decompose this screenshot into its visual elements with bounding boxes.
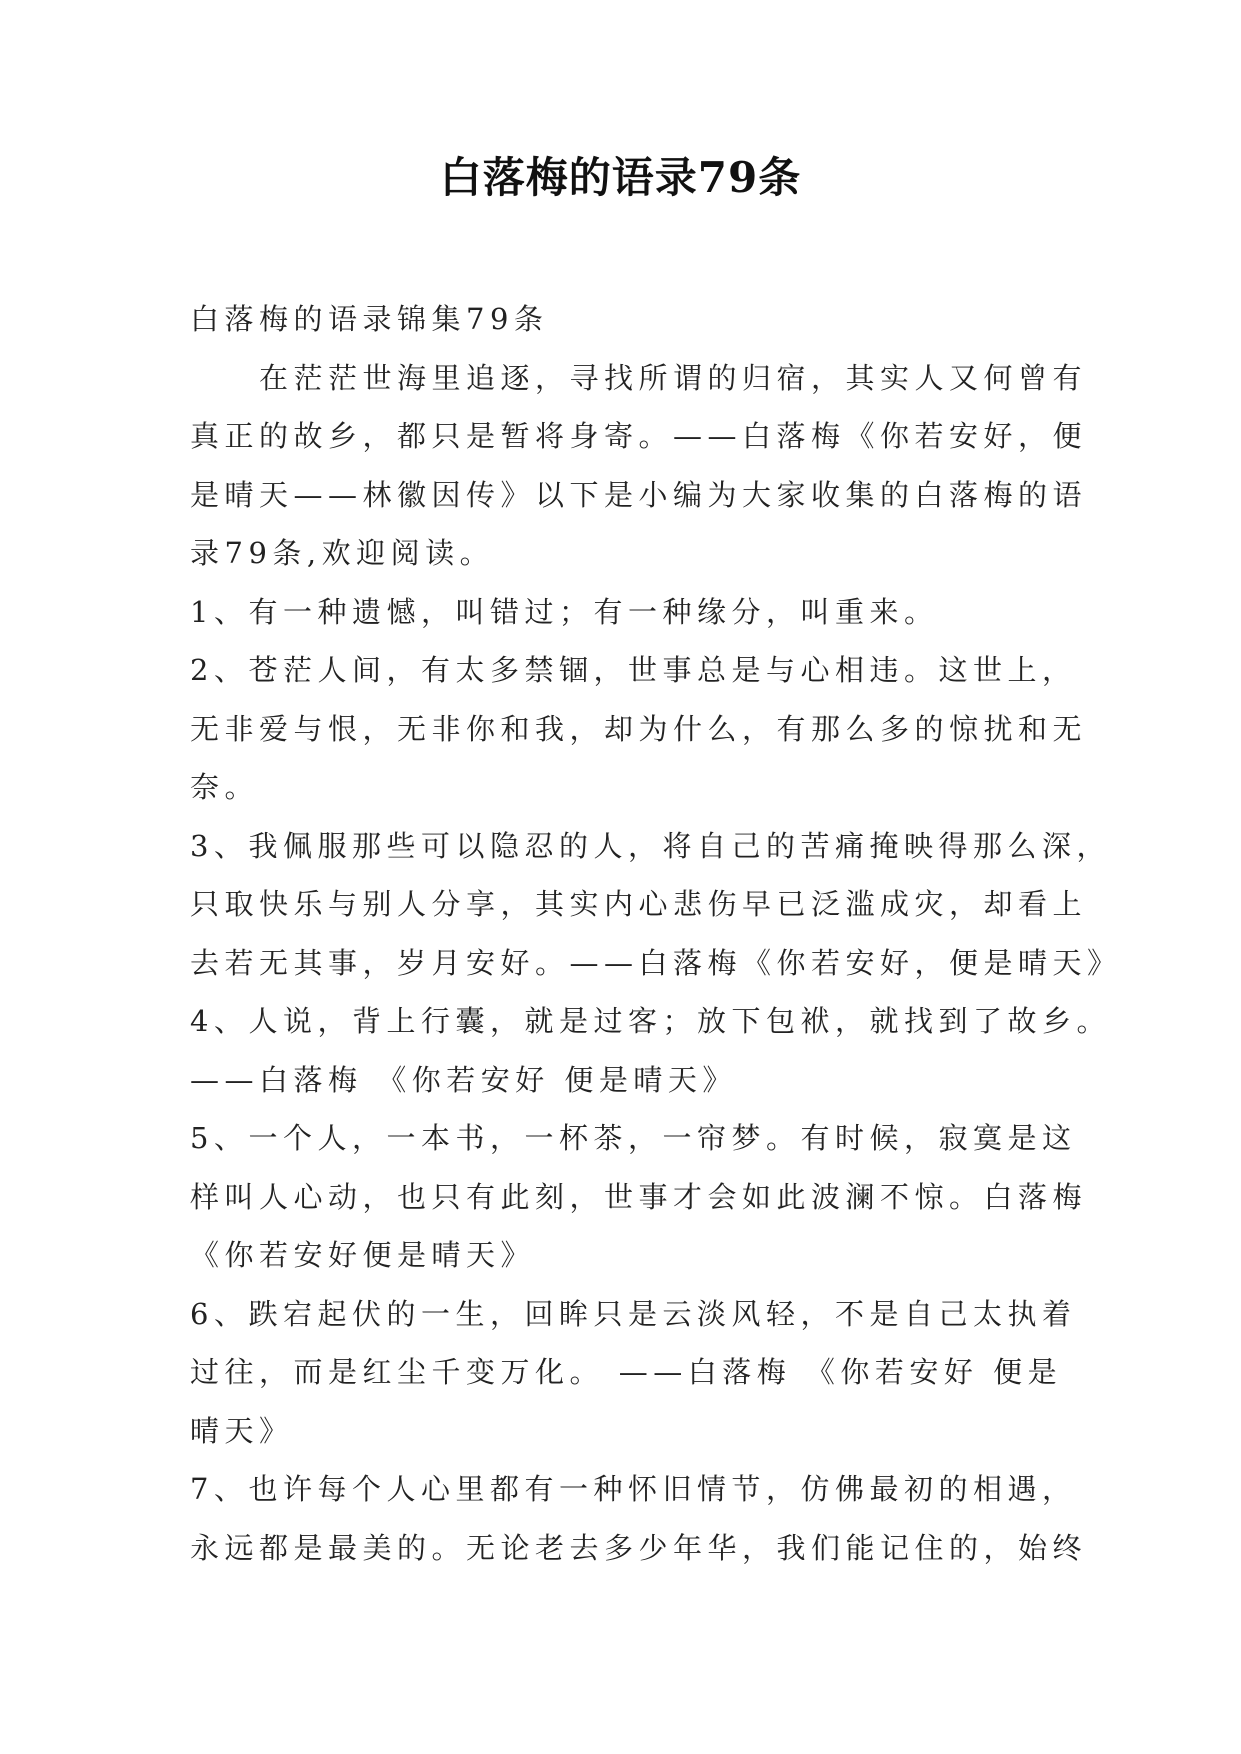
document-title: 白落梅的语录79条	[439, 153, 802, 202]
body-line: 7、也许每个人心里都有一种怀旧情节，仿佛最初的相遇，	[190, 1472, 1077, 1506]
body-line: 过往，而是红尘千变万化。 ——白落梅 《你若安好 便是	[190, 1355, 1063, 1389]
body-line: 录79条,欢迎阅读。	[190, 536, 495, 570]
body-line: 《你若安好便是晴天》	[190, 1238, 536, 1272]
body-line: 真正的故乡，都只是暂将身寄。——白落梅《你若安好，便	[190, 419, 1088, 453]
body-line: 只取快乐与别人分享，其实内心悲伤早已泛滥成灾，却看上	[190, 887, 1088, 921]
body-line: 晴天》	[190, 1413, 294, 1448]
body-line: 去若无其事，岁月安好。——白落梅《你若安好，便是晴天》	[190, 945, 1122, 980]
body-line: 无非爱与恨，无非你和我，却为什么，有那么多的惊扰和无	[190, 711, 1088, 746]
body-line: 在茫茫世海里追逐，寻找所谓的归宿，其实人又何曾有	[190, 360, 1088, 395]
body-line: ——白落梅 《你若安好 便是晴天》	[190, 1062, 737, 1097]
body-line: 1、有一种遗憾，叫错过；有一种缘分，叫重来。	[190, 594, 939, 629]
body-line: 奈。	[190, 770, 260, 804]
body-line: 5、一个人，一本书，一杯茶，一帘梦。有时候，寂寞是这	[190, 1121, 1077, 1155]
body-line: 4、人说，背上行囊，就是过客；放下包袱，就找到了故乡。	[190, 1004, 1111, 1038]
body-line: 是晴天——林徽因传》以下是小编为大家收集的白落梅的语	[190, 477, 1088, 512]
body-line: 永远都是最美的。无论老去多少年华，我们能记住的，始终	[190, 1530, 1088, 1565]
body-line: 白落梅的语录锦集79条	[190, 302, 549, 336]
body-line: 2、苍茫人间，有太多禁锢，世事总是与心相违。这世上，	[190, 653, 1077, 687]
document-body	[190, 290, 1122, 1577]
body-line: 样叫人心动，也只有此刻，世事才会如此波澜不惊。白落梅	[190, 1179, 1088, 1214]
body-line: 6、跌宕起伏的一生，回眸只是云淡风轻，不是自己太执着	[190, 1296, 1077, 1331]
body-line: 3、我佩服那些可以隐忍的人，将自己的苦痛掩映得那么深，	[190, 828, 1111, 863]
